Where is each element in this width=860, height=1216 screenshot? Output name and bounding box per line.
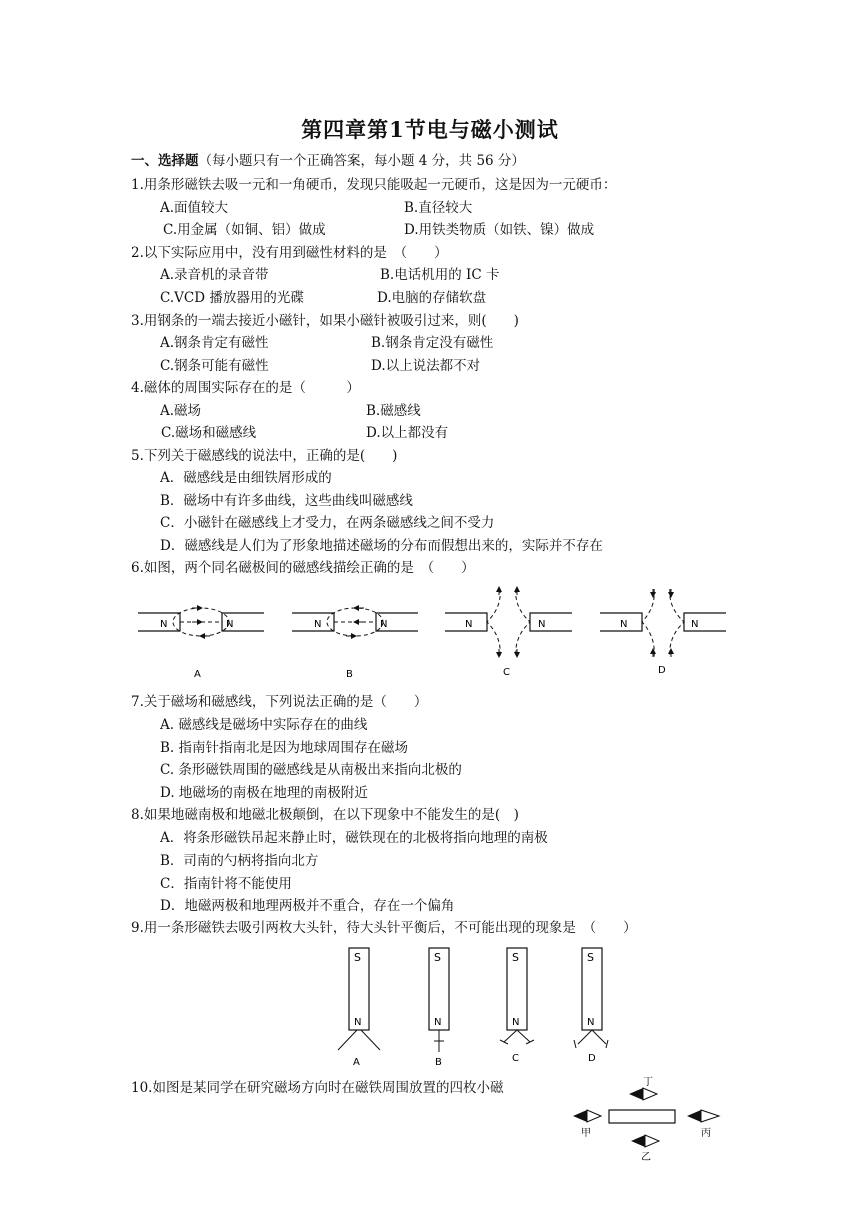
q9-b-top-pole: S <box>434 951 441 964</box>
q6-d-left-pole: N <box>620 619 628 630</box>
q9-c-top-pole: S <box>512 951 519 964</box>
q6-a-left-pole: N <box>160 619 168 630</box>
question-3-option-d: D.以上说法都不对 <box>371 358 481 374</box>
q6-label-a: A <box>194 669 201 680</box>
q9-d-top-pole: S <box>587 951 594 964</box>
q9-option-b-diagram <box>429 948 449 1068</box>
q9-b-bottom-pole: N <box>434 1017 442 1028</box>
q6-c-right-pole: N <box>538 619 546 630</box>
question-4-option-d: D.以上都没有 <box>366 425 449 441</box>
question-8-option-a: A．将条形磁铁吊起来静止时，磁铁现在的北极将指向地理的南极 <box>160 830 548 846</box>
question-4-option-c: C.磁场和磁感线 <box>161 425 257 441</box>
q9-c-bottom-pole: N <box>512 1017 520 1028</box>
q6-b-left-pole: N <box>314 619 322 630</box>
q6-a-right-pole: N <box>226 619 234 630</box>
question-2-option-d: D.电脑的存储软盘 <box>377 290 487 306</box>
q10-label-ding: 丁 <box>643 1077 653 1088</box>
q6-option-b-diagram <box>292 608 418 680</box>
question-4-stem: 4.磁体的周围实际存在的是（ ） <box>131 380 360 396</box>
q9-label-a: A <box>353 1057 360 1068</box>
q6-option-c-diagram <box>445 587 572 678</box>
question-10-stem: 10.如图是某同学在研究磁场方向时在磁铁周围放置的四枚小磁 <box>131 1080 504 1096</box>
q9-option-c-diagram <box>500 948 534 1064</box>
q10-label-yi: 乙 <box>641 1152 651 1163</box>
question-2-stem: 2.以下实际应用中，没有用到磁性材料的是 （ ） <box>131 245 448 261</box>
section-label: 一、选择题 <box>131 153 199 169</box>
q9-d-bottom-pole: N <box>587 1017 595 1028</box>
q10-figure <box>565 1074 725 1166</box>
question-7-option-c: C. 条形磁铁周围的磁感线是从南极出来指向北极的 <box>160 762 462 778</box>
question-9-stem: 9.用一条形磁铁去吸引两枚大头针，待大头针平衡后，不可能出现的现象是 （ ） <box>131 920 637 936</box>
question-8-option-c: C．指南针将不能使用 <box>160 876 292 892</box>
q6-label-b: B <box>346 669 353 680</box>
q6-option-a-diagram <box>138 608 264 680</box>
q6-figure <box>130 585 730 680</box>
q6-d-right-pole: N <box>691 619 699 630</box>
question-2-option-a: A.录音机的录音带 <box>160 267 269 283</box>
question-5-option-d: D．磁感线是人们为了形象地描述磁场的分布而假想出来的，实际并不存在 <box>160 538 603 554</box>
q6-b-right-pole: N <box>380 619 388 630</box>
question-8-option-d: D．地磁两极和地理两极并不重合，存在一个偏角 <box>160 898 455 914</box>
q9-option-d-diagram <box>574 948 608 1064</box>
q10-needle-jia <box>573 1110 601 1122</box>
question-1-stem: 1.用条形磁铁去吸一元和一角硬币，发现只能吸起一元硬币，这是因为一元硬币： <box>131 177 617 193</box>
question-5-option-b: B．磁场中有许多曲线，这些曲线叫磁感线 <box>160 493 413 509</box>
q9-label-c: C <box>512 1053 519 1064</box>
question-3-option-b: B.钢条肯定没有磁性 <box>371 335 494 351</box>
page-title: 第四章第1节电与磁小测试 <box>301 117 559 142</box>
q9-figure <box>330 944 620 1069</box>
question-5-option-a: A．磁感线是由细铁屑形成的 <box>160 470 332 486</box>
question-7-stem: 7.关于磁场和磁感线，下列说法正确的是（ ） <box>131 694 428 710</box>
q6-label-c: C <box>503 667 510 678</box>
question-6-stem: 6.如图，两个同名磁极间的磁感线描绘正确的是 （ ） <box>131 560 475 576</box>
question-5-stem: 5.下列关于磁感线的说法中，正确的是( ) <box>131 448 398 464</box>
section-note: （每小题只有一个正确答案，每小题 4 分，共 56 分） <box>198 153 525 169</box>
q9-option-a-diagram <box>338 948 380 1068</box>
q10-label-jia: 甲 <box>581 1128 591 1139</box>
question-7-option-b: B. 指南针指南北是因为地球周围存在磁场 <box>160 740 409 756</box>
q9-label-d: D <box>588 1053 596 1064</box>
q10-needle-ding <box>629 1088 657 1100</box>
question-3-stem: 3.用钢条的一端去接近小磁针，如果小磁针被吸引过来，则( ) <box>131 313 519 329</box>
question-7-option-d: D. 地磁场的南极在地理的南极附近 <box>160 785 368 801</box>
q6-label-d: D <box>658 665 666 676</box>
q10-needle-bing <box>687 1110 719 1122</box>
q6-option-d-diagram <box>600 589 726 676</box>
q9-label-b: B <box>435 1057 442 1068</box>
question-3-option-a: A.钢条肯定有磁性 <box>160 335 269 351</box>
q10-bar-magnet <box>609 1110 675 1123</box>
question-8-stem: 8.如果地磁南极和地磁北极颠倒，在以下现象中不能发生的是( ) <box>131 807 519 823</box>
question-2-option-b: B.电话机用的 IC 卡 <box>380 267 500 283</box>
question-7-option-a: A. 磁感线是磁场中实际存在的曲线 <box>160 717 368 733</box>
q10-label-bing: 丙 <box>701 1128 711 1139</box>
question-1-option-d: D.用铁类物质（如铁、镍）做成 <box>404 222 595 238</box>
question-8-option-b: B．司南的勺柄将指向北方 <box>160 853 319 869</box>
question-5-option-c: C．小磁针在磁感线上才受力，在两条磁感线之间不受力 <box>160 515 495 531</box>
question-4-option-b: B.磁感线 <box>366 403 421 419</box>
question-4-option-a: A.磁场 <box>160 403 202 419</box>
q10-needle-yi <box>631 1135 659 1147</box>
question-3-option-c: C.钢条可能有磁性 <box>160 358 269 374</box>
q9-a-bottom-pole: N <box>354 1017 362 1028</box>
question-2-option-c: C.VCD 播放器用的光碟 <box>160 290 304 306</box>
question-1-option-a: A.面值较大 <box>160 200 229 216</box>
q9-a-top-pole: S <box>354 951 361 964</box>
question-1-option-b: B.直径较大 <box>404 200 473 216</box>
q6-c-left-pole: N <box>465 619 473 630</box>
question-1-option-c: C.用金属（如铜、铝）做成 <box>163 222 326 238</box>
section-header <box>131 152 525 170</box>
